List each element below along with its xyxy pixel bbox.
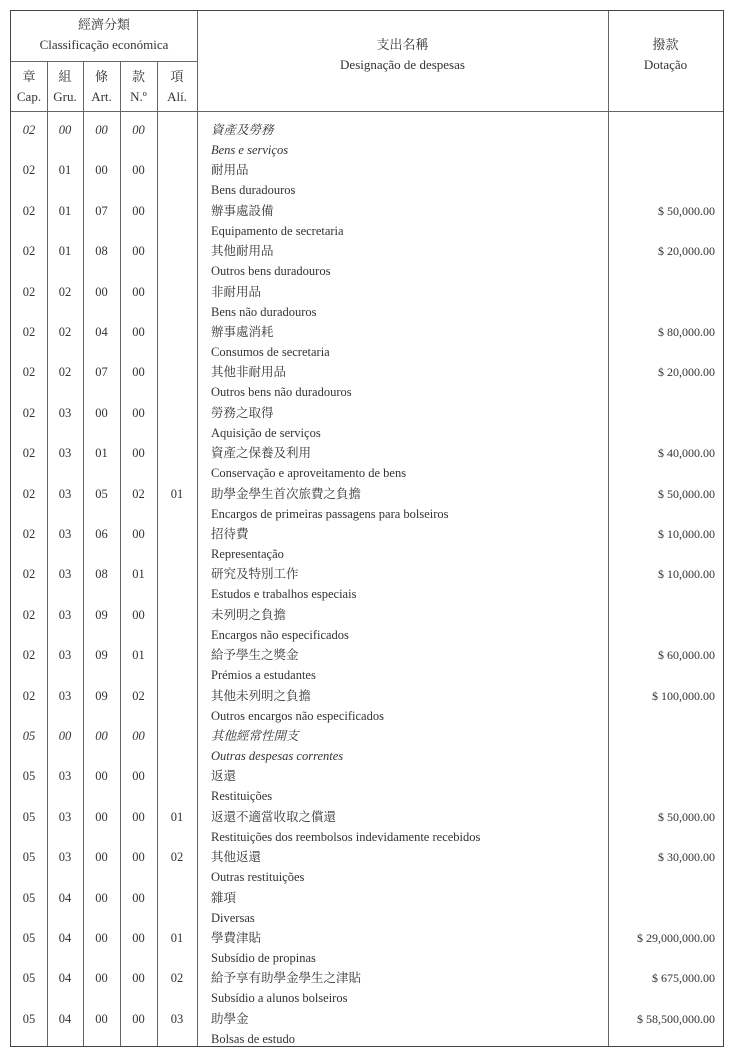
designation-cn: 其他返還 <box>211 850 262 865</box>
code-cell: 04 <box>58 931 72 945</box>
designation-cn: 給予學生之獎金 <box>211 648 299 663</box>
code-cell: 08 <box>95 567 108 582</box>
code-cell: 05 <box>22 769 36 784</box>
designation-pt: Subsídio a alunos bolseiros <box>211 991 348 1006</box>
code-cell: 02 <box>22 607 36 622</box>
table-row <box>11 1007 723 1047</box>
code-cell: 03 <box>58 850 72 865</box>
code-cell: 00 <box>95 890 108 905</box>
header-cn: 支出名稱 <box>376 37 429 52</box>
code-cell: 02 <box>22 244 36 259</box>
code-cell: 05 <box>22 1011 36 1026</box>
code-cell: 00 <box>132 850 145 865</box>
designation-pt: Prémios a estudantes <box>211 668 316 683</box>
code-cell: 01 <box>170 486 184 501</box>
code-cell: 05 <box>22 729 36 743</box>
amount: $ 60,000.00 <box>658 648 715 663</box>
designation-pt: Bens não duradouros <box>211 304 317 319</box>
column-header <box>11 67 47 107</box>
table-row <box>11 603 723 643</box>
code-cell: 02 <box>22 123 36 137</box>
header-cn: 撥款 <box>652 37 679 52</box>
code-cell: 00 <box>132 527 145 541</box>
code-cell: 00 <box>132 123 145 137</box>
column-header <box>83 67 120 107</box>
code-cell: 07 <box>95 365 108 380</box>
code-cell: 03 <box>58 769 72 784</box>
code-cell: 02 <box>22 325 36 339</box>
designation-pt: Outras restituições <box>211 870 305 885</box>
column-header-cn: 款 <box>131 69 145 84</box>
code-cell: 07 <box>95 203 108 218</box>
code-cell: 09 <box>95 607 108 622</box>
code-cell: 02 <box>58 365 72 380</box>
header-pt: Designação de despesas <box>340 57 465 72</box>
column-header-pt: Alí. <box>167 89 187 104</box>
code-cell: 05 <box>22 971 36 986</box>
amount: $ 50,000.00 <box>658 203 715 218</box>
code-cell: 03 <box>170 1011 184 1026</box>
designation-cn: 助學金學生首次旅費之負擔 <box>211 486 362 501</box>
amount: $ 30,000.00 <box>658 850 715 865</box>
code-cell: 04 <box>95 325 108 339</box>
amount: $ 58,500,000.00 <box>637 1011 715 1026</box>
table-row <box>11 441 723 481</box>
code-cell: 03 <box>58 648 72 663</box>
code-cell: 02 <box>22 203 36 218</box>
designation-cn: 其他未列明之負擔 <box>211 688 312 703</box>
code-cell: 03 <box>58 567 72 582</box>
amount: $ 10,000.00 <box>658 567 715 582</box>
designation-cn: 返還 <box>211 769 237 784</box>
code-cell: 00 <box>58 123 72 137</box>
code-cell: 00 <box>95 931 108 945</box>
code-cell: 02 <box>58 325 72 339</box>
table-row <box>11 158 723 198</box>
amount: $ 50,000.00 <box>658 486 715 501</box>
header-pt: Dotação <box>643 57 688 72</box>
table-row <box>11 360 723 400</box>
designation-pt: Encargos de primeiras passagens para bolseiros <box>211 506 449 521</box>
table-row <box>11 239 723 279</box>
designation-pt: Encargos não especificados <box>211 627 349 642</box>
code-cell: 00 <box>132 163 145 178</box>
designation-cn: 其他耐用品 <box>211 244 274 259</box>
code-cell: 00 <box>132 365 145 380</box>
amount: $ 40,000.00 <box>658 446 715 461</box>
table-row <box>11 199 723 239</box>
code-cell: 03 <box>58 405 72 420</box>
amount: $ 675,000.00 <box>652 971 715 986</box>
designation-cn: 辦事處消耗 <box>211 325 274 339</box>
code-cell: 02 <box>22 284 36 299</box>
designation-cn: 資產及勞務 <box>211 123 274 137</box>
code-cell: 02 <box>22 527 36 541</box>
code-cell: 05 <box>22 809 36 824</box>
table-row <box>11 280 723 320</box>
code-cell: 04 <box>58 1011 72 1026</box>
code-cell: 03 <box>58 809 72 824</box>
column-header-pt: Art. <box>91 89 112 104</box>
code-cell: 00 <box>132 1011 145 1026</box>
budget-table <box>10 10 724 1047</box>
code-cell: 01 <box>95 446 108 461</box>
code-cell: 00 <box>132 325 145 339</box>
code-cell: 01 <box>58 244 72 259</box>
designation-cn: 勞務之取得 <box>211 405 274 420</box>
code-cell: 00 <box>132 607 145 622</box>
code-cell: 02 <box>58 284 72 299</box>
code-cell: 09 <box>95 648 108 663</box>
code-cell: 02 <box>22 567 36 582</box>
code-cell: 01 <box>170 809 184 824</box>
code-cell: 00 <box>132 203 145 218</box>
code-cell: 03 <box>58 527 72 541</box>
code-cell: 03 <box>58 688 72 703</box>
designation-cn: 學費津貼 <box>211 931 262 945</box>
column-header-pt: Cap. <box>16 89 42 104</box>
code-cell: 02 <box>22 163 36 178</box>
designation-cn: 助學金 <box>211 1011 249 1026</box>
code-cell: 02 <box>22 405 36 420</box>
code-cell: 00 <box>95 729 108 743</box>
code-cell: 03 <box>58 607 72 622</box>
code-cell: 00 <box>132 809 145 824</box>
column-header-pt: Gru. <box>53 89 77 104</box>
designation-pt: Outros bens duradouros <box>211 264 331 279</box>
table-row <box>11 522 723 562</box>
table-row <box>11 401 723 441</box>
code-cell: 05 <box>22 931 36 945</box>
amount: $ 29,000,000.00 <box>637 931 715 945</box>
code-cell: 04 <box>58 890 72 905</box>
code-cell: 00 <box>132 890 145 905</box>
table-row <box>11 562 723 602</box>
code-cell: 00 <box>58 729 72 743</box>
designation-pt: Bolsas de estudo <box>211 1031 296 1046</box>
designation-cn: 招待費 <box>211 527 249 541</box>
code-cell: 00 <box>95 1011 108 1026</box>
table-row <box>11 764 723 804</box>
code-cell: 05 <box>22 850 36 865</box>
column-header-cn: 條 <box>94 69 108 84</box>
code-cell: 02 <box>22 446 36 461</box>
code-cell: 01 <box>132 567 145 582</box>
designation-pt: Consumos de secretaria <box>211 345 330 359</box>
table-row <box>11 684 723 724</box>
designation-pt: Diversas <box>211 910 255 925</box>
code-cell: 00 <box>132 931 145 945</box>
amount: $ 10,000.00 <box>658 527 715 541</box>
designation-cn: 其他經常性開支 <box>211 729 299 743</box>
column-header-cn: 項 <box>170 69 184 84</box>
amount: $ 20,000.00 <box>658 365 715 380</box>
code-cell: 09 <box>95 688 108 703</box>
code-cell: 00 <box>95 284 108 299</box>
code-cell: 06 <box>95 527 108 541</box>
classification-header <box>11 15 197 55</box>
column-header <box>120 67 157 107</box>
table-row <box>11 966 723 1006</box>
designation-pt: Restituições <box>211 789 273 804</box>
designation-cn: 辦事處設備 <box>211 203 274 218</box>
column-header <box>47 67 83 107</box>
code-cell: 00 <box>132 284 145 299</box>
code-cell: 01 <box>58 203 72 218</box>
designation-pt: Aquisição de serviços <box>211 425 321 440</box>
code-cell: 00 <box>95 405 108 420</box>
table-row <box>11 724 723 764</box>
amount: $ 50,000.00 <box>658 809 715 824</box>
code-cell: 02 <box>170 971 184 986</box>
code-cell: 00 <box>132 729 145 743</box>
code-cell: 00 <box>95 769 108 784</box>
code-cell: 04 <box>58 971 72 986</box>
designation-pt: Bens duradouros <box>211 183 296 198</box>
code-cell: 01 <box>170 931 184 945</box>
code-cell: 03 <box>58 446 72 461</box>
table-row <box>11 886 723 926</box>
designation-pt: Bens e serviços <box>211 143 289 157</box>
code-cell: 05 <box>95 486 108 501</box>
designation-cn: 雜項 <box>211 890 237 905</box>
code-cell: 00 <box>95 971 108 986</box>
code-cell: 02 <box>22 648 36 663</box>
code-cell: 01 <box>58 163 72 178</box>
code-cell: 00 <box>95 850 108 865</box>
designation-pt: Estudos e trabalhos especiais <box>211 587 357 602</box>
code-cell: 00 <box>95 123 108 137</box>
designation-pt: Equipamento de secretaria <box>211 223 344 238</box>
designation-header <box>197 35 608 75</box>
designation-pt: Representação <box>211 547 284 561</box>
code-cell: 02 <box>22 688 36 703</box>
designation-pt: Subsídio de propinas <box>211 951 316 965</box>
amount: $ 100,000.00 <box>652 688 715 703</box>
divider <box>11 61 197 62</box>
code-cell: 08 <box>95 244 108 259</box>
code-cell: 02 <box>132 688 145 703</box>
designation-cn: 給予享有助學金學生之津貼 <box>211 971 362 986</box>
column-header-cn: 組 <box>58 69 72 84</box>
dotation-header <box>608 35 723 75</box>
designation-cn: 非耐用品 <box>211 284 262 299</box>
code-cell: 01 <box>132 648 145 663</box>
designation-pt: Restituições dos reembolsos indevidamente recebidos <box>211 829 481 844</box>
code-cell: 00 <box>95 809 108 824</box>
designation-cn: 未列明之負擔 <box>211 607 287 622</box>
code-cell: 00 <box>132 446 145 461</box>
table-row <box>11 320 723 360</box>
code-cell: 05 <box>22 890 36 905</box>
designation-pt: Outros encargos não especificados <box>211 708 384 723</box>
table-row <box>11 805 723 845</box>
designation-cn: 返還不適當收取之償還 <box>211 809 337 824</box>
designation-cn: 資產之保養及利用 <box>211 446 312 461</box>
designation-pt: Conservação e aproveitamento de bens <box>211 466 407 481</box>
column-header <box>157 67 197 107</box>
code-cell: 00 <box>95 163 108 178</box>
designation-cn: 其他非耐用品 <box>211 365 287 380</box>
column-header-pt: N.º <box>130 89 147 104</box>
designation-cn: 研究及特別工作 <box>211 567 299 582</box>
designation-pt: Outras despesas correntes <box>211 749 344 763</box>
table-row <box>11 643 723 683</box>
code-cell: 03 <box>58 486 72 501</box>
designation-cn: 耐用品 <box>211 163 249 178</box>
designation-pt: Outros bens não duradouros <box>211 385 352 400</box>
code-cell: 02 <box>22 365 36 380</box>
code-cell: 00 <box>132 769 145 784</box>
table-row <box>11 482 723 522</box>
table-row <box>11 926 723 966</box>
header-cn: 經濟分類 <box>77 17 130 32</box>
column-header-cn: 章 <box>22 69 36 84</box>
amount: $ 20,000.00 <box>658 244 715 259</box>
header-pt: Classificação económica <box>39 37 169 52</box>
code-cell: 02 <box>22 486 36 501</box>
code-cell: 00 <box>132 244 145 259</box>
code-cell: 02 <box>170 850 184 865</box>
code-cell: 00 <box>132 971 145 986</box>
code-cell: 00 <box>132 405 145 420</box>
table-row <box>11 118 723 158</box>
code-cell: 02 <box>132 486 145 501</box>
table-row <box>11 845 723 885</box>
divider <box>11 111 723 112</box>
amount: $ 80,000.00 <box>658 325 715 339</box>
